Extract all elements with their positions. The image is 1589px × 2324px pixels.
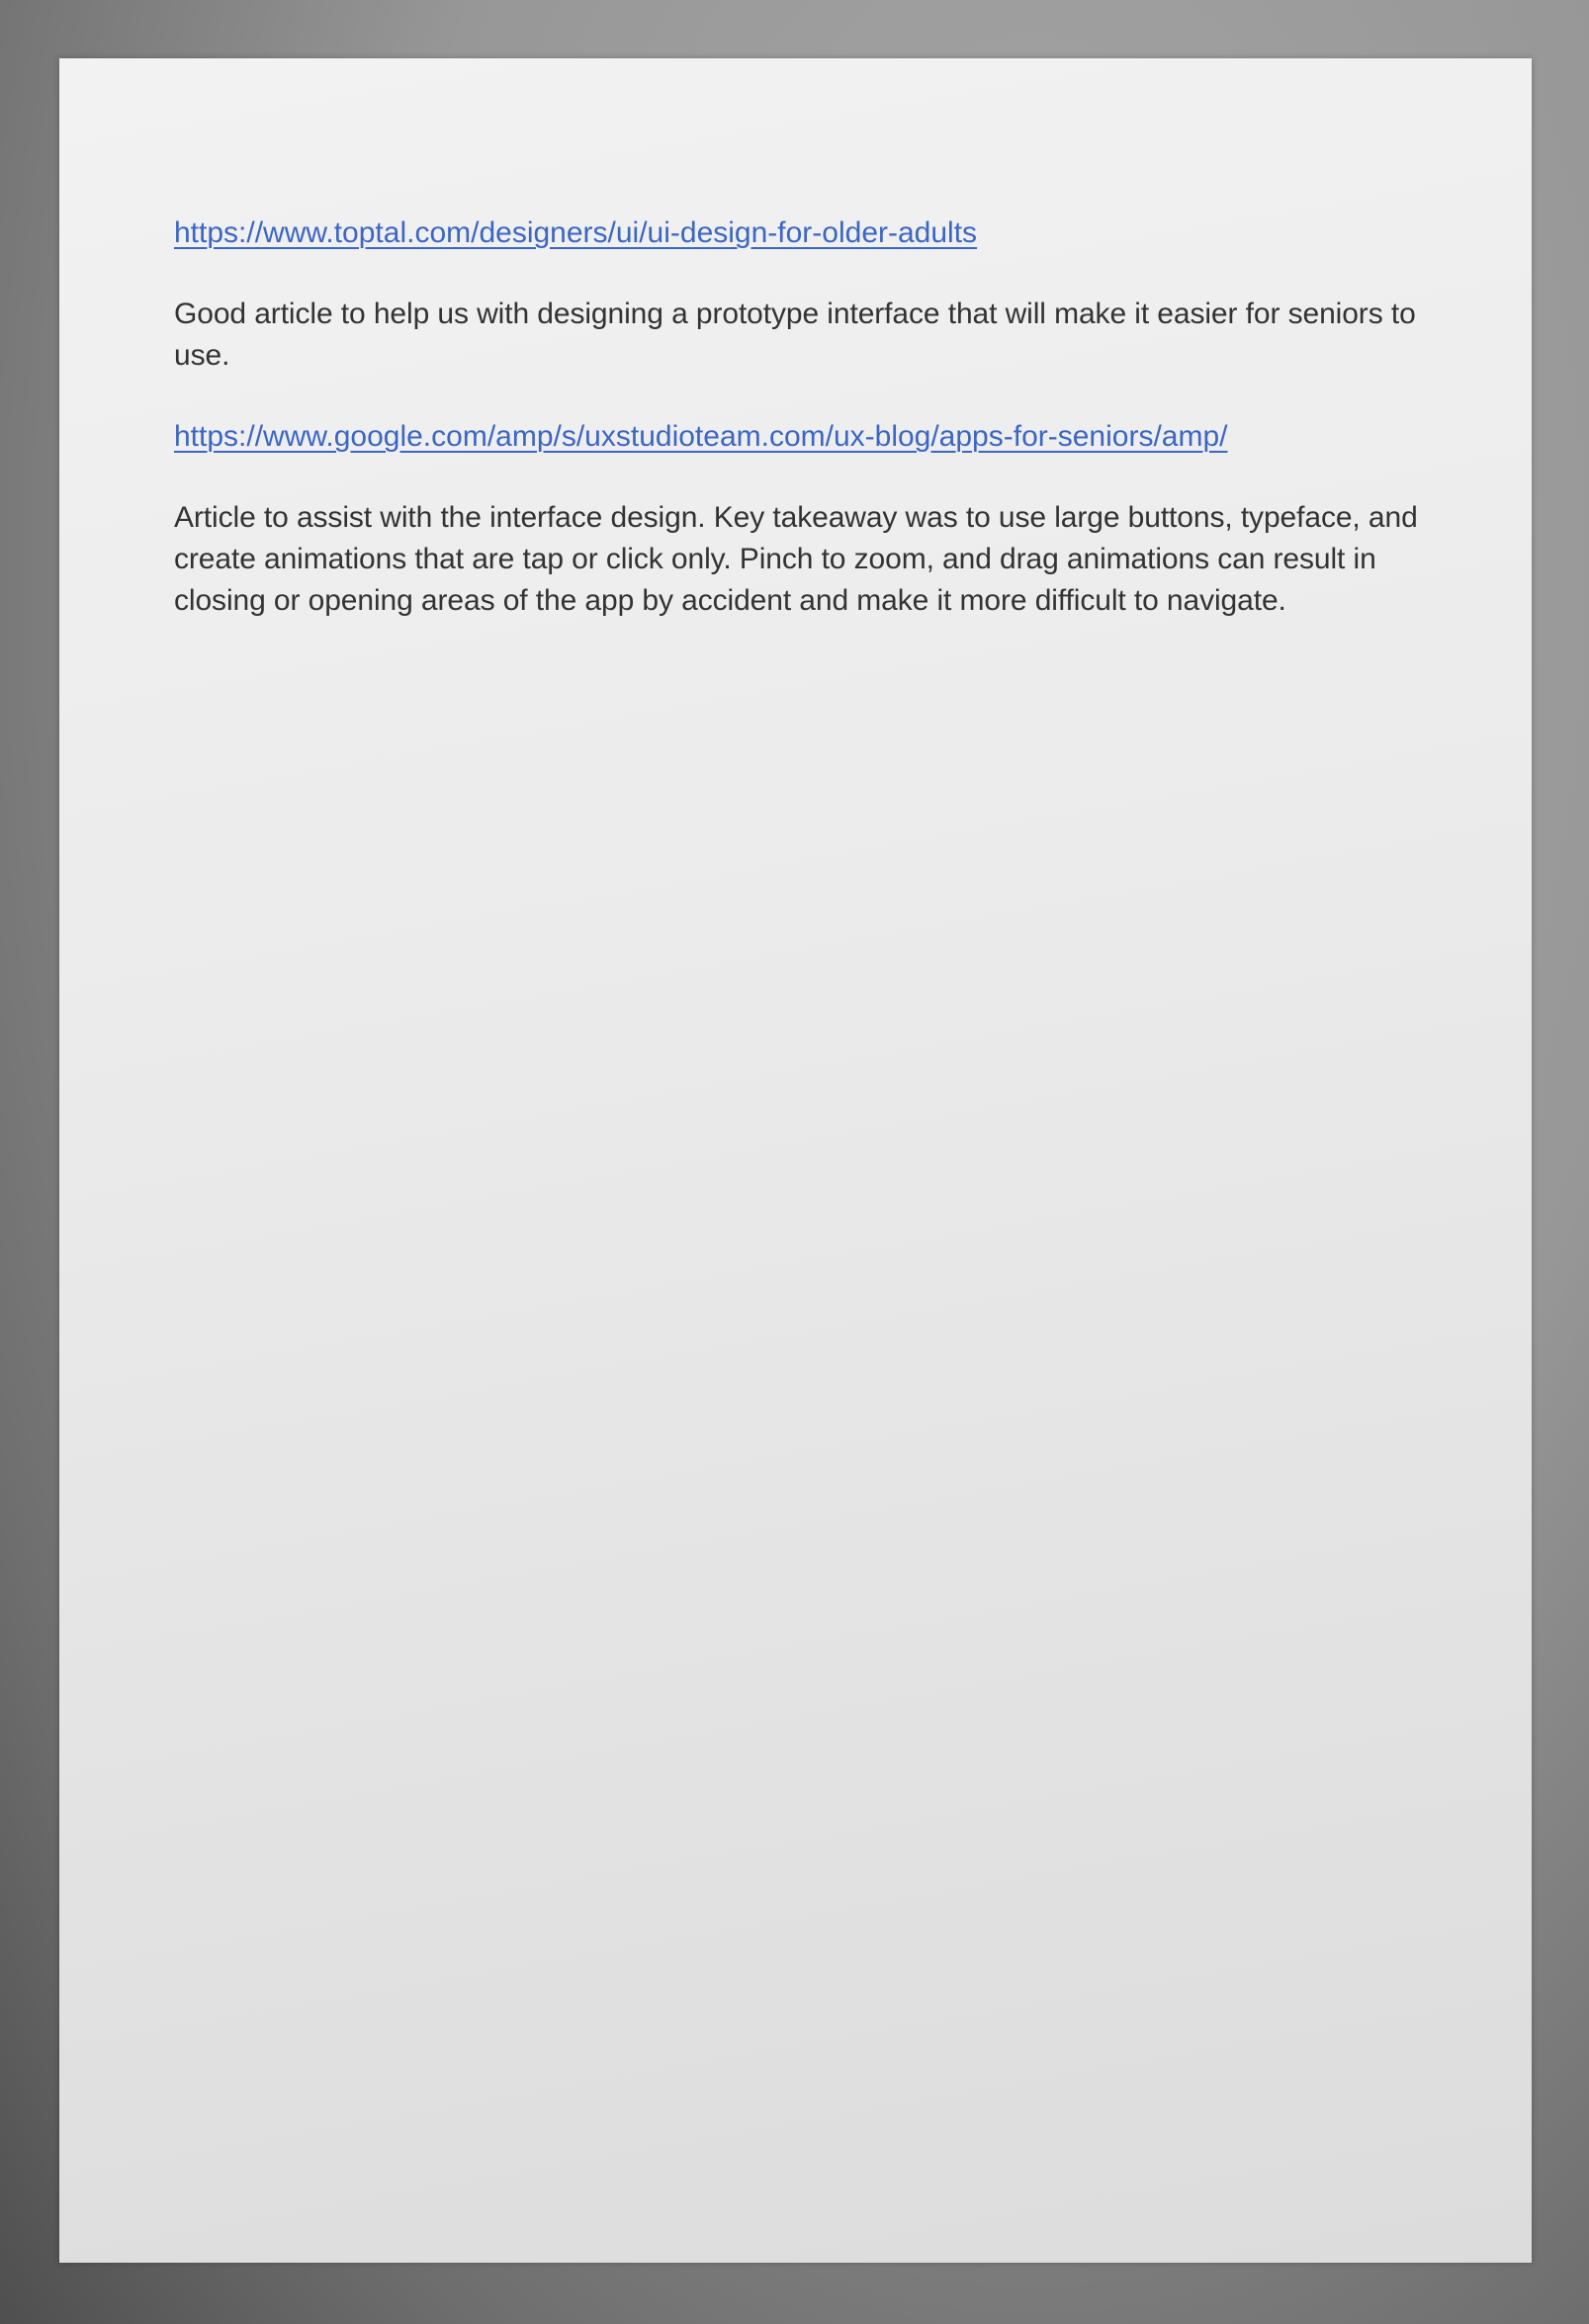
link-block-2 bbox=[174, 416, 1419, 458]
uxstudio-article-note: Article to assist with the interface design. Key takeaway was to use large buttons, typeface, and create animations that are tap or click only. Pinch to zoom, and drag animations can result in closing or opening areas of the app by accident and make it more difficult to navigate. bbox=[174, 501, 1418, 617]
link-block-1 bbox=[174, 213, 1419, 254]
toptal-article-note: Good article to help us with designing a prototype interface that will make it easier for seniors to use. bbox=[174, 298, 1416, 372]
toptal-article-link[interactable]: https://www.toptal.com/designers/ui/ui-design-for-older-adults bbox=[174, 216, 978, 249]
uxstudio-article-link[interactable]: https://www.google.com/amp/s/uxstudioteam.com/ux-blog/apps-for-seniors/amp/ bbox=[174, 420, 1228, 453]
document-page bbox=[59, 58, 1532, 2263]
